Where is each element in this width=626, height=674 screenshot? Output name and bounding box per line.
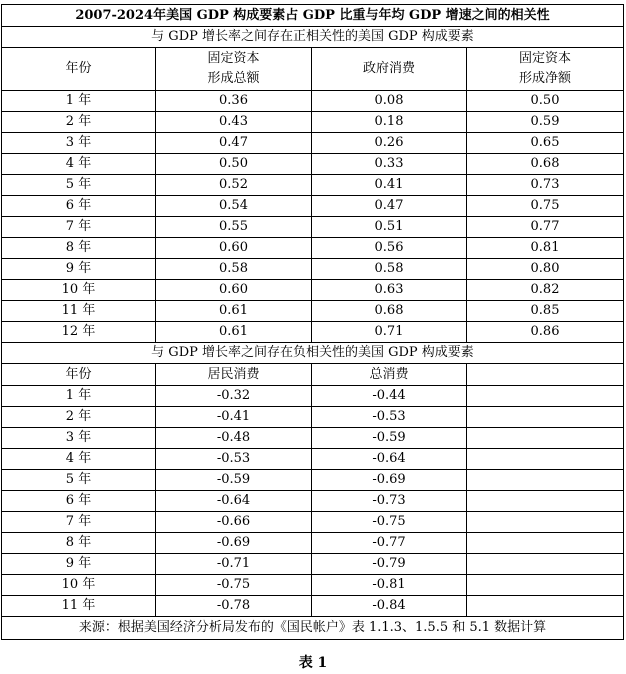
negative-table-row [2, 512, 624, 533]
table-caption: 表 1 [298, 655, 328, 671]
positive-value-cell-1: 0.55 [156, 217, 312, 238]
header-line: 形成总额 [207, 71, 260, 86]
negative-value-cell-2: -0.84 [312, 596, 467, 617]
positive-value-cell-3: 0.59 [467, 112, 624, 133]
positive-value-cell-2: 0.41 [312, 175, 467, 196]
negative-table-row [2, 386, 624, 407]
positive-value-cell-2: 0.33 [312, 154, 467, 175]
negative-section-title: 与 GDP 增长率之间存在负相关性的美国 GDP 构成要素 [2, 343, 624, 364]
positive-value-cell-2: 0.18 [312, 112, 467, 133]
positive-header-year: 年份 [2, 48, 156, 91]
positive-value-cell-3: 0.68 [467, 154, 624, 175]
negative-value-cell-3 [467, 386, 624, 407]
header-line: 固定资本 [518, 51, 571, 66]
positive-value-cell-2: 0.26 [312, 133, 467, 154]
positive-value-cell-1: 0.43 [156, 112, 312, 133]
negative-value-cell-3 [467, 512, 624, 533]
negative-value-cell-1: -0.41 [156, 407, 312, 428]
positive-value-cell-3: 0.85 [467, 301, 624, 322]
positive-year-cell: 10 年 [2, 280, 156, 301]
positive-value-cell-1: 0.47 [156, 133, 312, 154]
positive-table-row [2, 91, 624, 112]
positive-value-cell-2: 0.68 [312, 301, 467, 322]
positive-value-cell-3: 0.73 [467, 175, 624, 196]
positive-value-cell-2: 0.08 [312, 91, 467, 112]
negative-value-cell-2: -0.77 [312, 533, 467, 554]
positive-value-cell-1: 0.36 [156, 91, 312, 112]
positive-header-net-fixed-capital [467, 48, 624, 91]
positive-value-cell-1: 0.61 [156, 322, 312, 343]
negative-year-cell: 1 年 [2, 386, 156, 407]
header-line: 形成净额 [518, 71, 571, 86]
positive-year-cell: 12 年 [2, 322, 156, 343]
positive-value-cell-2: 0.71 [312, 322, 467, 343]
positive-value-cell-3: 0.82 [467, 280, 624, 301]
negative-value-cell-1: -0.48 [156, 428, 312, 449]
positive-table-row [2, 196, 624, 217]
negative-value-cell-2: -0.44 [312, 386, 467, 407]
negative-value-cell-3 [467, 596, 624, 617]
positive-section-title: 与 GDP 增长率之间存在正相关性的美国 GDP 构成要素 [2, 27, 624, 48]
positive-year-cell: 7 年 [2, 217, 156, 238]
positive-table-row [2, 133, 624, 154]
positive-value-cell-2: 0.63 [312, 280, 467, 301]
negative-value-cell-2: -0.69 [312, 470, 467, 491]
negative-value-cell-3 [467, 533, 624, 554]
source-note: 来源：根据美国经济分析局发布的《国民帐户》表 1.1.3、1.5.5 和 5.1 数据计算 [2, 617, 624, 640]
correlation-table [1, 4, 624, 640]
positive-value-cell-2: 0.56 [312, 238, 467, 259]
negative-value-cell-1: -0.75 [156, 575, 312, 596]
positive-value-cell-3: 0.80 [467, 259, 624, 280]
positive-value-cell-3: 0.50 [467, 91, 624, 112]
negative-value-cell-3 [467, 407, 624, 428]
positive-value-cell-2: 0.47 [312, 196, 467, 217]
positive-value-cell-2: 0.51 [312, 217, 467, 238]
negative-table-row [2, 470, 624, 491]
negative-year-cell: 11 年 [2, 596, 156, 617]
positive-table-row [2, 175, 624, 196]
negative-value-cell-2: -0.75 [312, 512, 467, 533]
positive-table-row [2, 154, 624, 175]
negative-year-cell: 8 年 [2, 533, 156, 554]
positive-year-cell: 1 年 [2, 91, 156, 112]
negative-table-row [2, 596, 624, 617]
negative-year-cell: 7 年 [2, 512, 156, 533]
positive-value-cell-1: 0.58 [156, 259, 312, 280]
table-title: 2007-2024年美国 GDP 构成要素占 GDP 比重与年均 GDP 增速之间的相关性 [2, 5, 624, 27]
negative-table-row [2, 491, 624, 512]
negative-year-cell: 2 年 [2, 407, 156, 428]
negative-year-cell: 6 年 [2, 491, 156, 512]
positive-year-cell: 4 年 [2, 154, 156, 175]
positive-year-cell: 6 年 [2, 196, 156, 217]
negative-value-cell-2: -0.79 [312, 554, 467, 575]
positive-year-cell: 11 年 [2, 301, 156, 322]
positive-value-cell-3: 0.81 [467, 238, 624, 259]
negative-value-cell-1: -0.66 [156, 512, 312, 533]
negative-value-cell-2: -0.64 [312, 449, 467, 470]
positive-table-row [2, 112, 624, 133]
negative-value-cell-3 [467, 554, 624, 575]
positive-value-cell-3: 0.77 [467, 217, 624, 238]
negative-table-row [2, 554, 624, 575]
positive-year-cell: 9 年 [2, 259, 156, 280]
negative-table-row [2, 428, 624, 449]
positive-value-cell-1: 0.61 [156, 301, 312, 322]
header-line: 固定资本 [207, 51, 260, 66]
positive-value-cell-3: 0.86 [467, 322, 624, 343]
negative-header-empty [467, 364, 624, 386]
positive-table-row [2, 322, 624, 343]
positive-table-row [2, 280, 624, 301]
negative-value-cell-1: -0.32 [156, 386, 312, 407]
negative-value-cell-3 [467, 491, 624, 512]
negative-year-cell: 10 年 [2, 575, 156, 596]
negative-value-cell-3 [467, 575, 624, 596]
negative-value-cell-2: -0.73 [312, 491, 467, 512]
negative-year-cell: 4 年 [2, 449, 156, 470]
negative-value-cell-1: -0.64 [156, 491, 312, 512]
negative-value-cell-1: -0.53 [156, 449, 312, 470]
negative-value-cell-1: -0.78 [156, 596, 312, 617]
positive-value-cell-3: 0.65 [467, 133, 624, 154]
negative-header-year: 年份 [2, 364, 156, 386]
negative-table-row [2, 575, 624, 596]
positive-header-gross-fixed-capital [156, 48, 312, 91]
negative-value-cell-1: -0.71 [156, 554, 312, 575]
negative-value-cell-1: -0.59 [156, 470, 312, 491]
negative-value-cell-3 [467, 470, 624, 491]
positive-year-cell: 8 年 [2, 238, 156, 259]
negative-year-cell: 3 年 [2, 428, 156, 449]
positive-value-cell-2: 0.58 [312, 259, 467, 280]
positive-table-row [2, 238, 624, 259]
positive-year-cell: 3 年 [2, 133, 156, 154]
negative-value-cell-1: -0.69 [156, 533, 312, 554]
positive-header-government-consumption: 政府消费 [312, 48, 467, 91]
positive-table-row [2, 259, 624, 280]
positive-value-cell-3: 0.75 [467, 196, 624, 217]
positive-year-cell: 5 年 [2, 175, 156, 196]
positive-year-cell: 2 年 [2, 112, 156, 133]
positive-value-cell-1: 0.54 [156, 196, 312, 217]
negative-table-row [2, 449, 624, 470]
positive-value-cell-1: 0.60 [156, 238, 312, 259]
negative-value-cell-2: -0.53 [312, 407, 467, 428]
positive-value-cell-1: 0.50 [156, 154, 312, 175]
negative-value-cell-2: -0.81 [312, 575, 467, 596]
positive-table-row [2, 301, 624, 322]
positive-value-cell-1: 0.60 [156, 280, 312, 301]
negative-value-cell-3 [467, 449, 624, 470]
negative-header-total-consumption: 总消费 [312, 364, 467, 386]
negative-year-cell: 5 年 [2, 470, 156, 491]
positive-table-row [2, 217, 624, 238]
positive-value-cell-1: 0.52 [156, 175, 312, 196]
negative-header-household-consumption: 居民消费 [156, 364, 312, 386]
negative-value-cell-3 [467, 428, 624, 449]
negative-value-cell-2: -0.59 [312, 428, 467, 449]
negative-table-row [2, 407, 624, 428]
negative-table-row [2, 533, 624, 554]
negative-year-cell: 9 年 [2, 554, 156, 575]
